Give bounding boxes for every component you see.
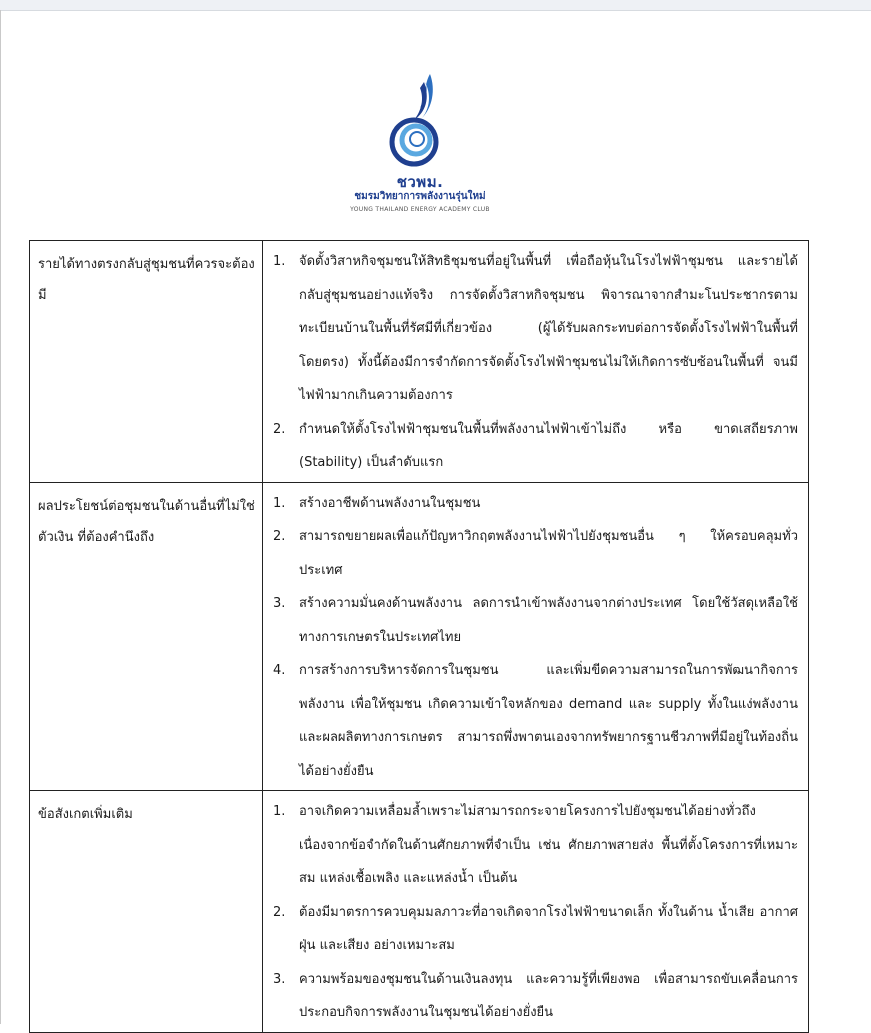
item-number: 2.	[273, 904, 286, 920]
list-item	[273, 896, 798, 963]
list-item	[273, 654, 798, 788]
list-item	[273, 795, 798, 896]
row-label: รายได้ทางตรงกลับสู่ชุมชนที่ควรจะต้องมี	[30, 241, 263, 483]
logo-emblem-icon	[386, 72, 446, 168]
numbered-list	[273, 487, 798, 789]
list-item	[273, 587, 798, 654]
logo	[330, 72, 510, 220]
row-label: ข้อสังเกตเพิ่มเติม	[30, 791, 263, 1033]
row-label: ผลประโยชน์ต่อชุมชนในด้านอื่นที่ไม่ใช่ตัวเงิน ที่ต้องคำนึงถึง	[30, 482, 263, 791]
list-item	[273, 963, 798, 1030]
table-row	[30, 482, 809, 791]
item-number: 4.	[273, 663, 286, 678]
item-text: จัดตั้งวิสาหกิจชุมชนให้สิทธิชุมชนที่อยู่ในพื้นที่ เพื่อถือหุ้นในโรงไฟฟ้าชุมชน และรายได้กลับสู่ชุมชนอย่างแท้จริง การจัดตั้งวิสาหกิจชุมชน พิจารณาจากสำมะโนประชากรตามทะเบียนบ้านในพื้นที่รัศมีที่เกี่ยวข้อง (ผู้ได้รับผลกระทบต่อการจัดตั้งโรงไฟฟ้าในพื้นที่โดยตรง) ทั้งนี้ต้องมีการจำกัดการจัดตั้งโรงไฟฟ้าชุมชนไม่ให้เกิดการซับซ้อนในพื้นที่ จนมีไฟฟ้ามากเกินความต้องการ	[299, 254, 798, 403]
item-number: 1.	[273, 495, 286, 511]
numbered-list	[273, 795, 798, 1030]
item-number: 3.	[273, 971, 286, 987]
table-row	[30, 791, 809, 1033]
item-text: กำหนดให้ตั้งโรงไฟฟ้าชุมชนในพื้นที่พลังงานไฟฟ้าเข้าไม่ถึง หรือ ขาดเสถียรภาพ (Stability) เป็นลำดับแรก	[299, 421, 798, 470]
list-item	[273, 245, 798, 413]
numbered-list	[273, 245, 798, 480]
item-text: การสร้างการบริหารจัดการในชุมชน และเพิ่มขีดความสามารถในการพัฒนากิจการพลังงาน เพื่อให้ชุมชน เกิดความเข้าใจหลักของ demand และ supply ทั้งในแง่พลังงาน และผลผลิตทางการเกษตร สามารถพึ่งพาตนเองจากทรัพยากรฐานชีวภาพที่มีอยู่ในท้องถิ่นได้อย่างยั่งยืน	[299, 663, 798, 779]
logo-organization-name: ชมรมวิทยาการพลังงานรุ่นใหม่	[354, 191, 486, 202]
logo-abbreviation: ชวพม.	[396, 173, 444, 191]
item-text: สร้างอาชีพด้านพลังงานในชุมชน	[299, 495, 481, 511]
item-number: 3.	[273, 596, 286, 611]
logo-english-name: YOUNG THAILAND ENERGY ACADEMY CLUB	[350, 206, 490, 213]
row-content	[263, 482, 809, 791]
list-item	[273, 487, 798, 521]
item-text: อาจเกิดความเหลื่อมล้ำเพราะไม่สามารถกระจายโครงการไปยังชุมชนได้อย่างทั่วถึง เนื่องจากข้อจำกัดในด้านศักยภาพที่จำเป็น เช่น ศักยภาพสายส่ง พื้นที่ตั้งโครงการที่เหมาะสม แหล่งเชื้อเพลิง และแหล่งน้ำ เป็นต้น	[299, 804, 798, 886]
page-left-edge	[0, 10, 1, 1024]
item-text: ความพร้อมของชุมชนในด้านเงินลงทุน และความรู้ที่เพียงพอ เพื่อสามารถขับเคลื่อนการประกอบกิจการพลังงานในชุมชนได้อย่างยั่งยืน	[299, 971, 798, 1020]
item-number: 2.	[273, 421, 286, 437]
table-row	[30, 241, 809, 483]
viewer-top-strip	[0, 0, 871, 11]
item-text: ต้องมีมาตรการควบคุมมลภาวะที่อาจเกิดจากโรงไฟฟ้าขนาดเล็ก ทั้งในด้าน น้ำเสีย อากาศ ฝุ่น และเสียง อย่างเหมาะสม	[299, 904, 798, 953]
item-number: 1.	[273, 804, 286, 819]
item-text: สามารถขยายผลเพื่อแก้ปัญหาวิกฤตพลังงานไฟฟ้าไปยังชุมชนอื่น ๆ ให้ครอบคลุมทั่วประเทศ	[299, 529, 798, 578]
list-item	[273, 520, 798, 587]
list-item	[273, 413, 798, 480]
row-content	[263, 791, 809, 1033]
content-table	[29, 240, 809, 1033]
item-text: สร้างความมั่นคงด้านพลังงาน ลดการนำเข้าพลังงานจากต่างประเทศ โดยใช้วัสดุเหลือใช้ทางการเกษตรในประเทศไทย	[299, 596, 798, 645]
item-number: 1.	[273, 254, 286, 269]
row-content	[263, 241, 809, 483]
item-number: 2.	[273, 529, 286, 544]
